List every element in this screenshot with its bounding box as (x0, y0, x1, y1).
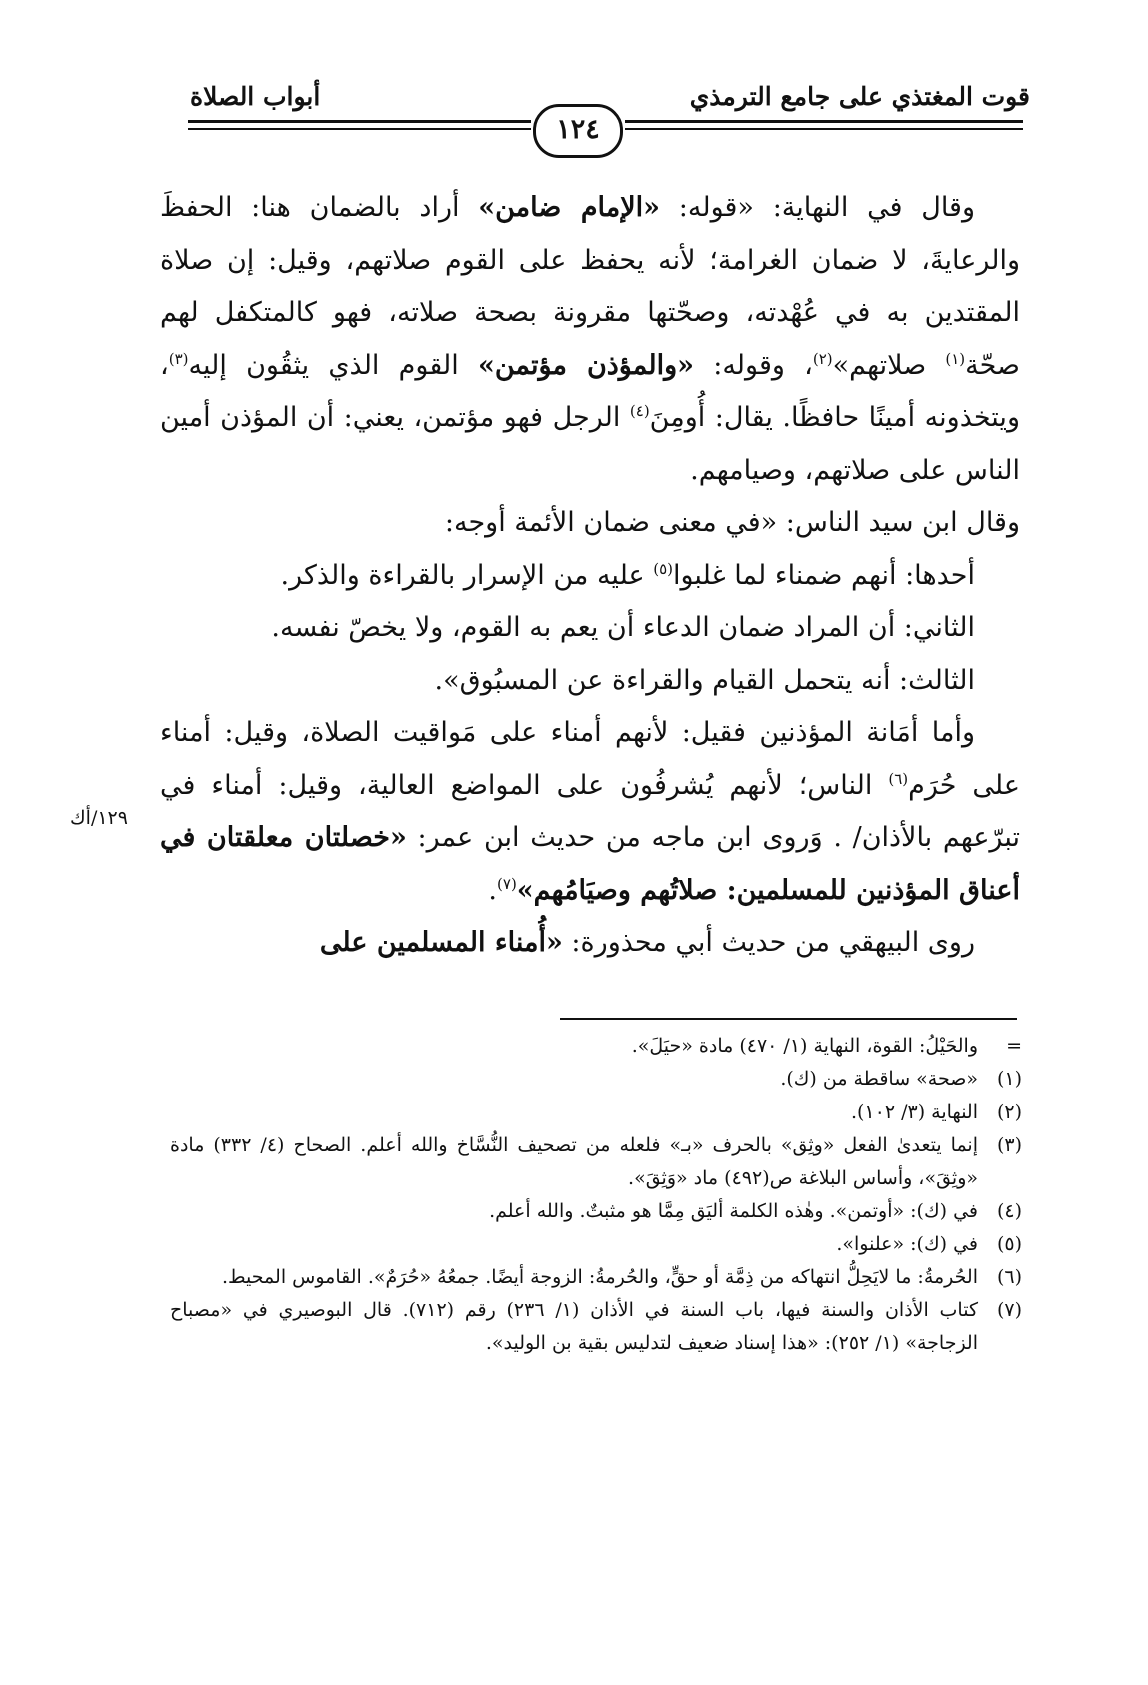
text-run: وأما أمَانة المؤذنين فقيل: لأنهم أمناء على مَواقيت الصلاة، وقيل: أمناء على حُرَم (160, 717, 1020, 801)
page-number: ١٢٤ (533, 104, 623, 158)
footnote-ref: (٢) (812, 349, 833, 368)
text-run: عليه من الإسرار بالقراءة والذكر. (280, 559, 654, 591)
text-run: . (488, 874, 498, 906)
footnote-item (170, 1063, 1022, 1096)
footnote-marker: (١) (996, 1068, 1022, 1090)
footnote-text: والحَيْلُ: القوة، النهاية (١/ ٤٧٠) مادة «حيَلَ». (631, 1035, 978, 1057)
paragraph-7 (160, 917, 1020, 970)
header-rule-right (625, 120, 1023, 123)
footnote-text: كتاب الأذان والسنة فيها، باب السنة في الأذان (١/ ٢٣٦) رقم (٧١٢). قال البوصيري في «مصباح الزجاجة» (١/ ٢٥٢): «هذا إسناد ضعيف لتدليس بقية بن الوليد». (170, 1299, 978, 1354)
paragraph-5: الثالث: أنه يتحمل القيام والقراءة عن المسبُوق». (434, 664, 975, 696)
footnote-text: في (ك): «أوتمن». وهٰذه الكلمة أليَق مِمَّا هو مثبتٌ. والله أعلم. (489, 1200, 978, 1222)
footnote-item (170, 1129, 1022, 1195)
running-header-section-title: أبواب الصلاة (190, 82, 321, 111)
footnote-text: في (ك): «علنوا». (836, 1233, 978, 1255)
footnote-text: «صحة» ساقطة من (ك). (780, 1068, 978, 1090)
footnote-item (170, 1294, 1022, 1360)
text-run: ، ويتخذونه أمينًا حافظًا. يقال: أُومِنَ (160, 349, 1020, 433)
footnote-item (170, 1261, 1022, 1294)
manuscript-folio-note: ١٢٩/أك (70, 807, 128, 829)
footnote-item (170, 1228, 1022, 1261)
footnote-marker: (٧) (996, 1299, 1022, 1321)
footnote-text: النهاية (٣/ ١٠٢). (850, 1101, 978, 1123)
footnote-marker: (٤) (996, 1200, 1022, 1222)
footnote-marker: (٥) (996, 1233, 1022, 1255)
paragraph-6 (160, 707, 1020, 917)
footnote-marker: = (1006, 1035, 1022, 1057)
hadith-phrase: «والمؤذن مؤتمن» (477, 349, 694, 381)
text-run: الناس؛ لأنهم يُشرفُون على المواضع العالية، وقيل: أمناء في تبرّعهم بالأذان/ . وَروى ابن ماجه من حديث ابن عمر: (160, 769, 1020, 853)
header-rule-left (188, 120, 531, 123)
text-run: ، وقوله: (694, 349, 813, 381)
footnote-marker: (٣) (996, 1134, 1022, 1156)
footnote-item (170, 1195, 1022, 1228)
footnote-item (170, 1096, 1022, 1129)
paragraph-2: وقال ابن سيد الناس: «في معنى ضمان الأئمة أوجه: (444, 507, 1020, 538)
footnote-ref: (٦) (888, 769, 909, 788)
footnote-ref: (١) (945, 349, 966, 368)
footnote-item (170, 1030, 1022, 1063)
footnote-ref: (٤) (629, 402, 650, 420)
text-run: القوم الذي يثقُون إليه (188, 349, 478, 381)
footnote-marker: (٦) (996, 1266, 1022, 1288)
text-run: وقال في النهاية: «قوله: (660, 192, 976, 223)
footnote-ref: (٥) (653, 559, 673, 578)
footnote-marker: (٢) (996, 1101, 1022, 1123)
footnote-ref: (٣) (168, 349, 189, 368)
paragraph-3 (160, 550, 1020, 603)
running-header-book-title: قوت المغتذي على جامع الترمذي (689, 82, 1030, 111)
header-rule-right-lower (625, 128, 1023, 130)
paragraph-4: الثاني: أن المراد ضمان الدعاء أن يعم به القوم، ولا يخصّ نفسه. (271, 612, 975, 643)
footnote-text: إنما يتعدىٰ الفعل «وثِق» بالحرف «بـ» فلعله من تصحيف النُّسَّاخ والله أعلم. الصحاح (٤/ ٣٣٢) مادة «وثِقَ»، وأساس البلاغة ص(٤٩٢) ماد «وَثِقَ». (170, 1134, 978, 1189)
footnote-text: الحُرمةُ: ما لايَحِلُّ انتهاكه من ذِمَّة أو حقٍّ، والحُرمةُ: الزوجة أيضًا. جمعُهُ «حُرَمٌ». القاموس المحيط. (221, 1266, 978, 1288)
main-text (160, 182, 1020, 970)
header-rule-left-lower (188, 128, 531, 130)
footnote-separator (560, 1018, 1017, 1020)
text-run: أراد بالضمان هنا: الحفظَ والرعايةَ، لا ضمان الغرامة؛ لأنه يحفظ على القوم صلاتهم، وقيل: إن صلاة المقتدين به في عُهْدته، وصحّتها مقرونة بصحة صلاته، فهو كالمتكفل لهم صحّة (160, 192, 1021, 381)
footnotes (170, 1030, 1022, 1360)
hadith-phrase: «خصلتان معلقتان في أعناق المؤذنين للمسلمين: صلاتُهم وصيَامُهم» (160, 822, 1020, 906)
text-run: الرجل فهو مؤتمن، يعني: أن المؤذن أمين الناس على صلاتهم، وصيامهم. (160, 402, 1020, 486)
paragraph-1 (160, 182, 1020, 497)
text-run: أحدها: أنهم ضمناء لما غلبوا (672, 559, 975, 591)
hadith-phrase: «الإمام ضامن» (478, 192, 661, 223)
footnote-ref: (٧) (497, 874, 517, 893)
hadith-phrase: «أُمناء المسلمين على (319, 927, 563, 958)
text-run: صلاتهم» (832, 349, 946, 381)
text-run: روى البيهقي من حديث أبي محذورة: (562, 927, 975, 958)
